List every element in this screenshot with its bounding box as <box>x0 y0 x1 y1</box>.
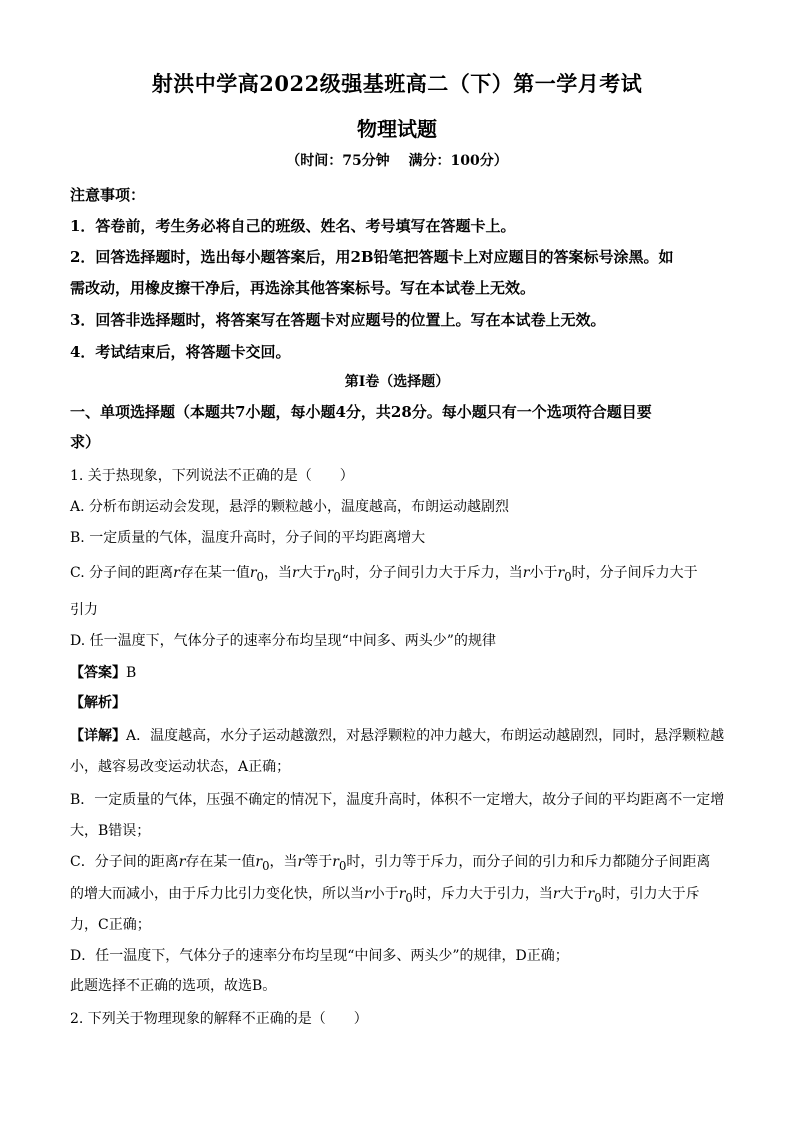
detail-line: 小，越容易改变运动状态，A正确； <box>70 759 291 775</box>
question-stem: 2. 下列关于物理现象的解释不正确的是（ ） <box>70 1011 368 1027</box>
section-heading-cont: 求） <box>70 433 101 451</box>
detail-line: 大，B错误； <box>70 823 151 839</box>
notice-item: 2．回答选择题时，选出每小题答案后，用2B铅笔把答题卡上对应题目的答案标号涂黑。如 <box>70 248 674 266</box>
answer-line: 【答案】B <box>70 665 137 681</box>
option-a: A. 分析布朗运动会发现，悬浮的颗粒越小，温度越高，布朗运动越剧烈 <box>70 499 510 515</box>
detail-line: 的增大而减小，由于斥力比引力变化快，所以当r小于$r_0$时，斥力大于引力，当r大于$r_0$时，引力大于斥 <box>70 886 700 905</box>
option-b: B. 一定质量的气体，温度升高时，分子间的平均距离增大 <box>70 530 426 546</box>
question-stem: 1. 关于热现象，下列说法不正确的是（ ） <box>70 468 354 484</box>
detail-line: D．任一温度下，气体分子的速率分布均呈现“中间多、两头少”的规律，D正确； <box>70 948 569 964</box>
notice-item: 需改动，用橡皮擦干净后，再选涂其他答案标号。写在本试卷上无效。 <box>70 279 536 297</box>
detail-line: 此题选择不正确的选项，故选B。 <box>70 978 277 994</box>
subject-title: 物理试题 <box>357 117 437 141</box>
part-heading: 第I卷（选择题） <box>344 374 450 390</box>
detail-line: C．分子间的距离r存在某一值$r_0$，当r等于$r_0$时，引力等于斥力，而分子间的引力和斥力都随分子间距离 <box>70 854 711 873</box>
section-heading: 一、单项选择题（本题共7小题，每小题4分，共28分。每小题只有一个选项符合题目要 <box>70 403 652 421</box>
notice-heading: 注意事项： <box>70 186 146 204</box>
notice-item: 1．答卷前，考生务必将自己的班级、姓名、考号填写在答题卡上。 <box>70 217 516 235</box>
option-c: C. 分子间的距离r存在某一值$r_0$，当r大于$r_0$时，分子间引力大于斥力，当r小于$r_0$时，分子间斥力大于 <box>70 565 698 584</box>
exam-meta: （时间：75分钟 满分：100分） <box>286 153 508 169</box>
detail-line: 力，C正确； <box>70 917 151 933</box>
option-c-cont: 引力 <box>70 602 98 618</box>
notice-item: 4．考试结束后，将答题卡交回。 <box>70 343 291 361</box>
detail-line: 【详解】A．温度越高，水分子运动越激烈，对悬浮颗粒的冲力越大，布朗运动越剧烈，同时，悬浮颗粒越 <box>70 728 725 744</box>
analysis-tag: 【解析】 <box>70 695 126 711</box>
notice-item: 3．回答非选择题时，将答案写在答题卡对应题号的位置上。写在本试卷上无效。 <box>70 311 606 329</box>
option-d: D. 任一温度下，气体分子的速率分布均呈现“中间多、两头少”的规律 <box>70 633 496 649</box>
exam-title: 射洪中学高2022级强基班高二（下）第一学月考试 <box>151 71 643 96</box>
detail-line: B．一定质量的气体，压强不确定的情况下，温度升高时，体积不一定增大，故分子间的平均距离不一定增 <box>70 792 725 808</box>
